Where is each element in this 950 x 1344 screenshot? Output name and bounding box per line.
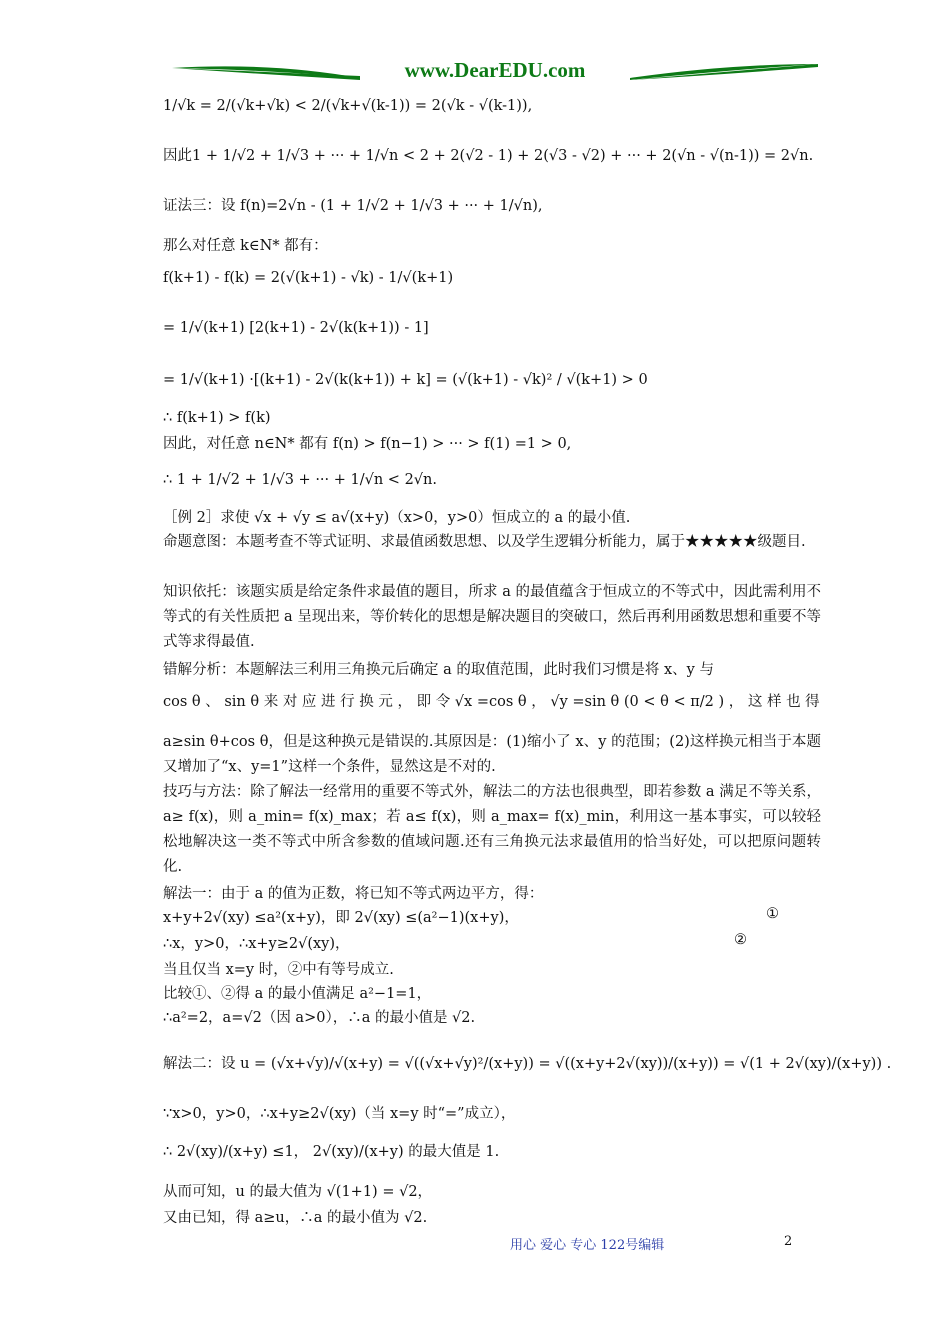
solution-1-step-2: ∴x，y>0，∴x+y≥2√(xy)， <box>163 936 350 952</box>
eq-line-1: 1/√k = 2/(√k+√k) < 2/(√k+√(k-1)) = 2(√k - √(k-1)), <box>163 98 533 114</box>
eq-line-4: 那么对任意 k∈N* 都有： <box>163 238 328 254</box>
eq-line-7: = 1/√(k+1) ·[(k+1) - 2√(k(k+1)) + k] = (√(k+1) - √k)² / √(k+1) > 0 <box>163 372 648 388</box>
eq-line-5: f(k+1) - f(k) = 2(√(k+1) - √k) - 1/√(k+1) <box>163 270 454 286</box>
solution-1-step-1: x+y+2√(xy) ≤a²(x+y)，即 2√(xy) ≤(a²−1)(x+y)， <box>163 910 519 926</box>
solution-1-step-3: 当且仅当 x=y 时，②中有等号成立. <box>163 962 394 978</box>
solution-2-step-1: ∵x>0，y>0，∴x+y≥2√(xy)（当 x=y 时“=”成立）， <box>163 1106 516 1122</box>
eq-line-2-lead: 因此 <box>163 148 192 164</box>
eq-line-3: 证法三：设 f(n)=2√n - (1 + 1/√2 + 1/√3 + ··· + 1/√n), <box>163 198 543 214</box>
marker-1: ① <box>766 906 779 922</box>
page-header <box>170 58 820 86</box>
solution-1-step-5: ∴a²=2，a=√2（因 a>0），∴a 的最小值是 √2. <box>163 1010 476 1026</box>
eq-line-8: ∴ f(k+1) > f(k) <box>163 410 271 426</box>
paragraph-error-3: a≥sin θ+cos θ，但是这种换元是错误的.其原因是：(1)缩小了 x、y 的范围；(2)这样换元相当于本题又增加了“x、y=1”这样一个条件，显然这是不对的. <box>163 734 821 775</box>
paragraph-error-1: 错解分析：本题解法三利用三角换元后确定 a 的取值范围，此时我们习惯是将 x、y 与 <box>163 662 714 678</box>
paragraph-knowledge: 知识依托：该题实质是给定条件求最值的题目，所求 a 的最值蕴含于恒成立的不等式中，因此需利用不等式的有关性质把 a 呈现出来，等价转化的思想是解决题目的突破口，然后再利用函数思想和重要不等式等求得最值. <box>163 584 821 650</box>
marker-2: ② <box>734 932 747 948</box>
eq-line-2-body: 1 + 1/√2 + 1/√3 + ··· + 1/√n < 2 + 2(√2 - 1) + 2(√3 - √2) + ··· + 2(√n - √(n-1)) = 2√n. <box>192 148 814 164</box>
eq-line-9: 因此，对任意 n∈N* 都有 f(n) > f(n−1) > ··· > f(1) =1 > 0, <box>163 436 572 452</box>
eq-line-6: = 1/√(k+1) [2(k+1) - 2√(k(k+1)) - 1] <box>163 320 429 336</box>
footer-note: 用心 爱心 专心 122号编辑 <box>510 1238 665 1253</box>
solution-2-step-4: 又由已知，得 a≥u，∴a 的最小值为 √2. <box>163 1210 428 1226</box>
solution-1-step-4: 比较①、②得 a 的最小值满足 a²−1=1， <box>163 986 432 1002</box>
solution-1-intro: 解法一：由于 a 的值为正数，将已知不等式两边平方，得： <box>163 886 544 902</box>
eq-line-2 <box>163 146 813 166</box>
paragraph-technique: 技巧与方法：除了解法一经常用的重要不等式外，解法二的方法也很典型，即若参数 a 满足不等关系，a≥ f(x)，则 a_min= f(x)_max；若 a≤ f(x)，则 a_max= f(x)_min，利用这一基本事实，可以较轻松地解决这一类不等式中所含参数的值域问题.还有三角换元法求最值用的恰当好处，可以把原问题转化. <box>163 784 821 875</box>
solution-2-step-2: ∴ 2√(xy)/(x+y) ≤1， 2√(xy)/(x+y) 的最大值是 1. <box>163 1144 500 1160</box>
eq-line-10: ∴ 1 + 1/√2 + 1/√3 + ··· + 1/√n < 2√n. <box>163 472 437 488</box>
paragraph-intent: 命题意图：本题考查不等式证明、求最值函数思想、以及学生逻辑分析能力，属于★★★★★级题目. <box>163 534 806 550</box>
example-2-line: ［例 2］求使 √x + √y ≤ a√(x+y)（x>0，y>0）恒成立的 a 的最小值. <box>163 510 631 526</box>
solution-2-step-3: 从而可知，u 的最大值为 √(1+1) = √2， <box>163 1184 433 1200</box>
paragraph-error-2: cos θ 、 sin θ 来 对 应 进 行 换 元 ， 即 令 √x =cos θ ， √y =sin θ (0 < θ < π/2 ) ， 这 样 也 得 <box>163 694 820 710</box>
solution-2-intro: 解法二：设 u = (√x+√y)/√(x+y) = √((√x+√y)²/(x+y)) = √((x+y+2√(xy))/(x+y)) = √(1 + 2√(xy)/(x+y)) . <box>163 1056 892 1072</box>
site-name: www.DearEDU.com <box>404 58 586 82</box>
page-number: 2 <box>784 1234 793 1249</box>
